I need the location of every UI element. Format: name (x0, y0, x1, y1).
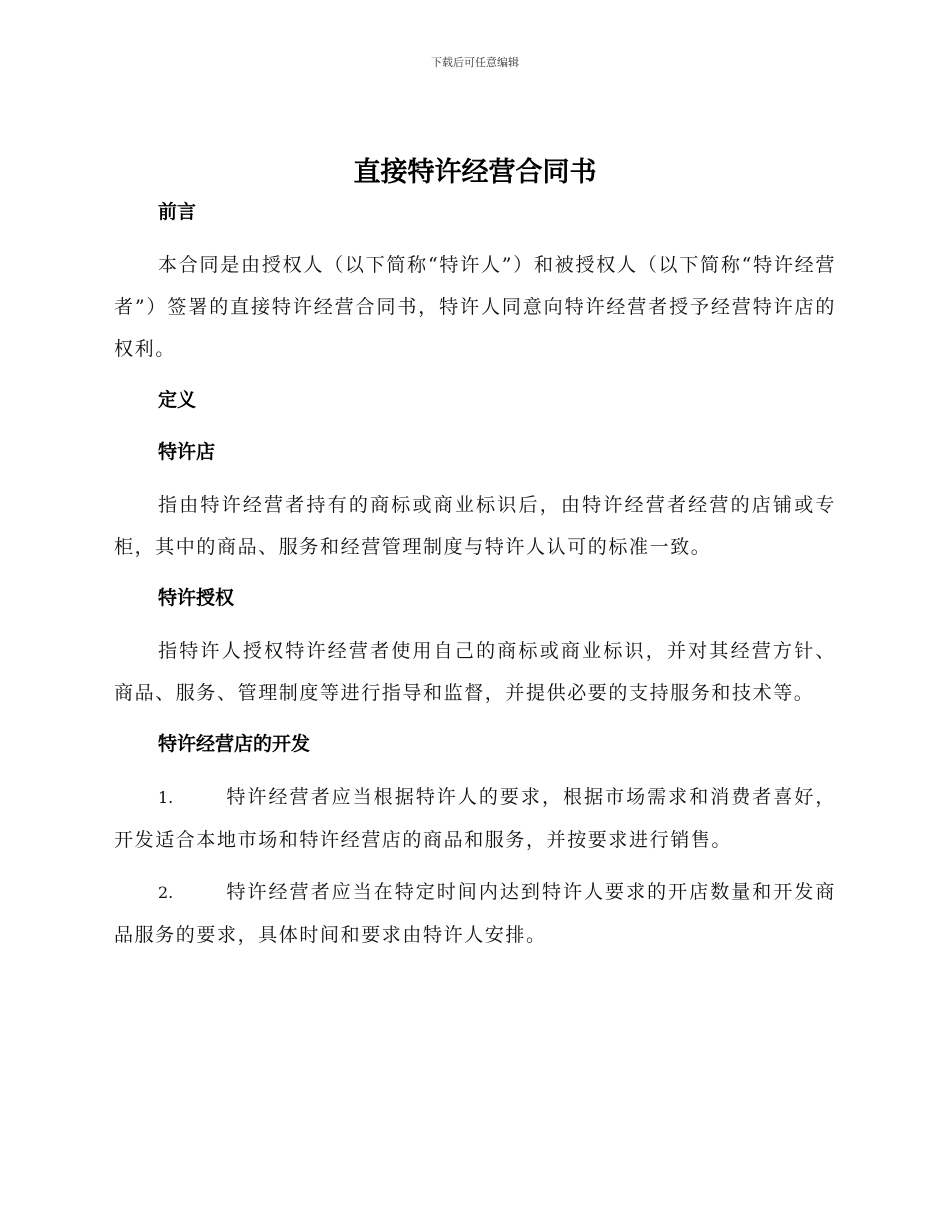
development-heading: 特许经营店的开发 (158, 733, 311, 755)
item-number: 1. (158, 788, 174, 807)
preface-heading: 前言 (158, 201, 197, 223)
document-body (114, 192, 836, 966)
preface-paragraph: 本合同是由授权人（以下简称“特许人”）和被授权人（以下简称“特许经营者”）签署的直接特许经营合同书，特许人同意向特许经营者授予经营特许店的权利。 (114, 254, 836, 360)
numbered-item (114, 871, 836, 956)
page-header-note: 下载后可任意编辑 (431, 56, 519, 69)
document-title: 直接特许经营合同书 (353, 157, 597, 188)
item-text: 特许经营者应当根据特许人的要求，根据市场需求和消费者喜好，开发适合本地市场和特许经营店的商品和服务，并按要求进行销售。 (114, 786, 836, 851)
definition-heading: 定义 (158, 389, 197, 411)
store-heading: 特许店 (158, 441, 216, 463)
numbered-item (114, 776, 836, 861)
item-number: 2. (158, 883, 174, 902)
store-paragraph: 指由特许经营者持有的商标或商业标识后，由特许经营者经营的店铺或专柜，其中的商品、服务和经营管理制度与特许人认可的标准一致。 (114, 494, 836, 558)
item-text: 特许经营者应当在特定时间内达到特许人要求的开店数量和开发商品服务的要求，具体时间和要求由特许人安排。 (114, 881, 836, 946)
license-paragraph: 指特许人授权特许经营者使用自己的商标或商业标识，并对其经营方针、商品、服务、管理制度等进行指导和监督，并提供必要的支持服务和技术等。 (114, 640, 836, 704)
license-heading: 特许授权 (158, 587, 235, 609)
